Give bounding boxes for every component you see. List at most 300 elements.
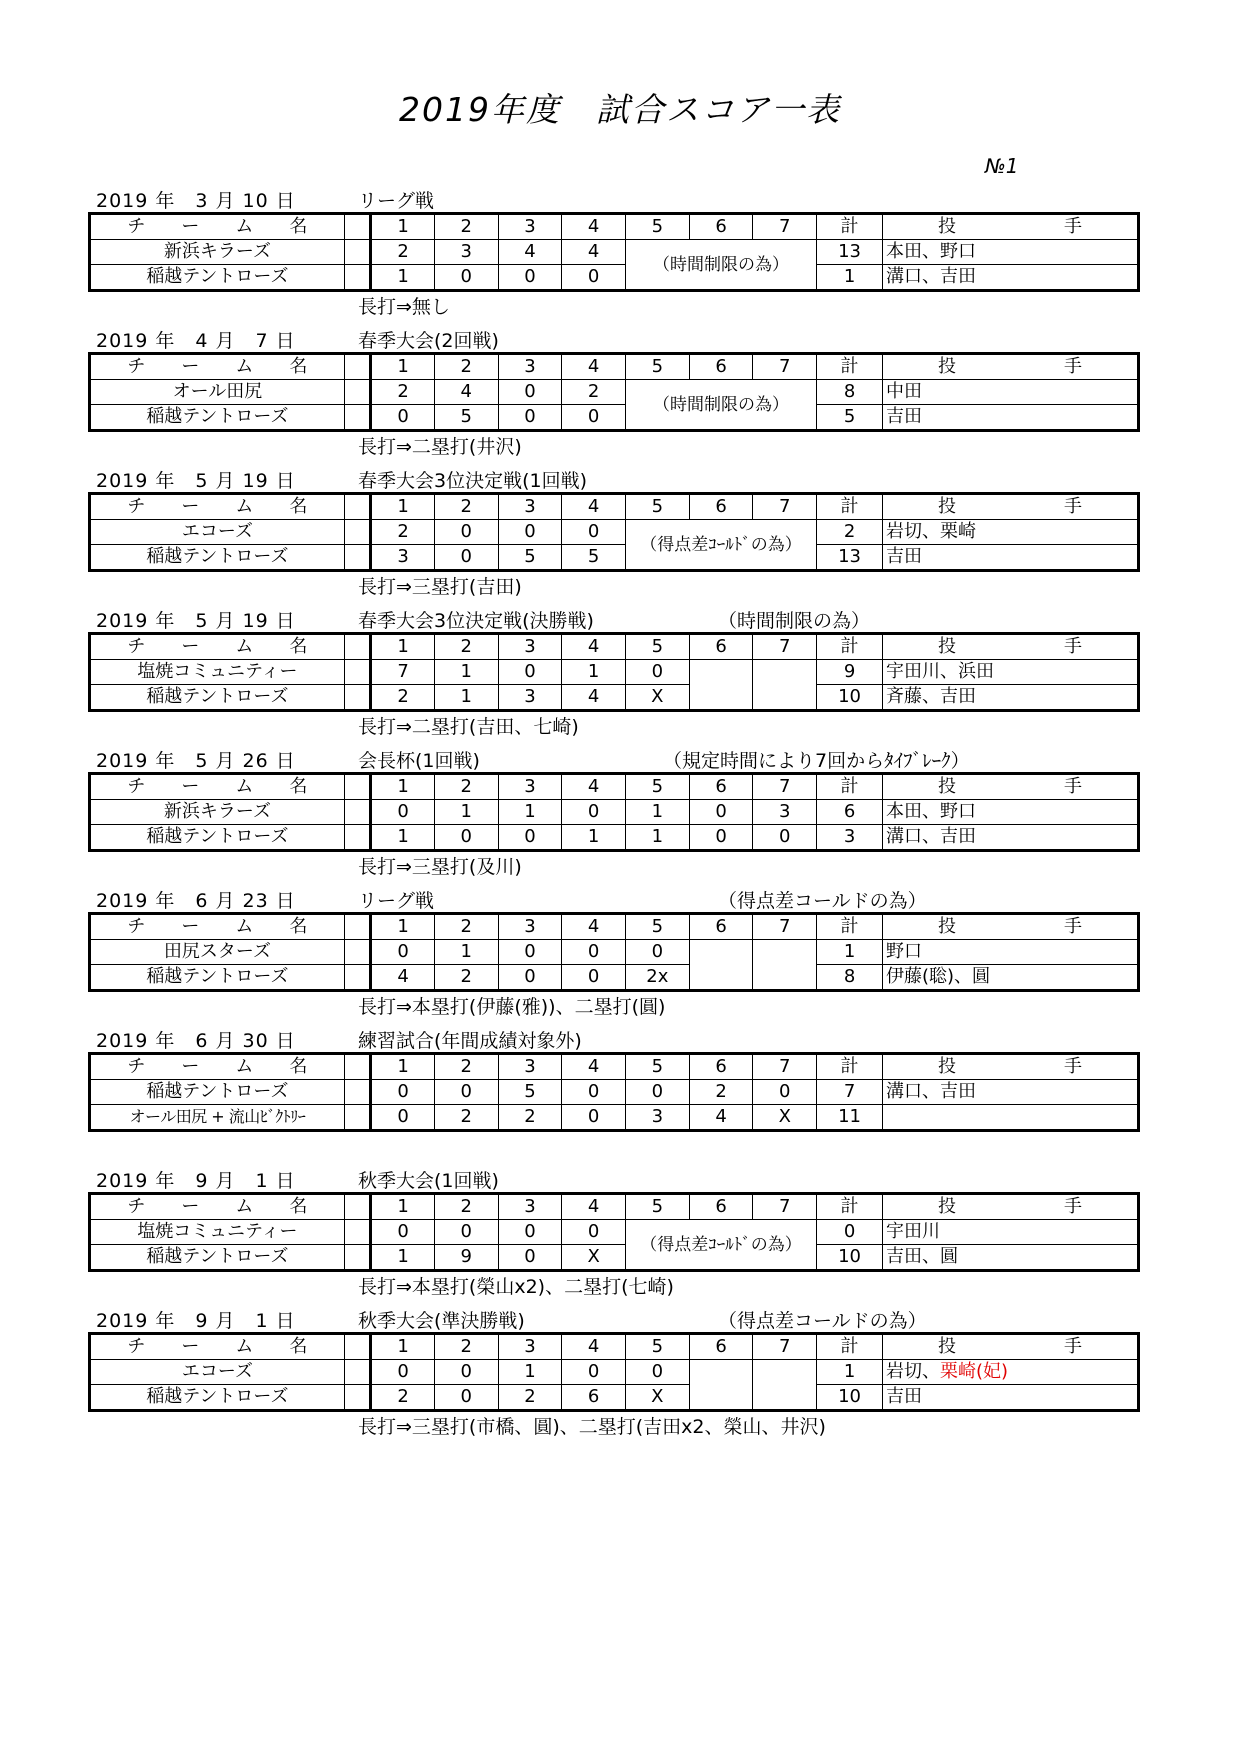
pitcher-highlight: 栗崎(妃)	[940, 1361, 1009, 1382]
game-date: 2019 年 6 月 30 日	[96, 1030, 296, 1052]
inning-score: 0	[626, 1080, 690, 1105]
inning-header: 7	[753, 214, 817, 240]
pitcher-header: 投 手	[883, 214, 1139, 240]
table-header-row	[90, 214, 1139, 240]
game-note: （得点差コールドの為）	[718, 890, 927, 912]
game-header	[88, 1306, 1140, 1332]
inning-score: 4	[562, 240, 626, 265]
table-row	[90, 545, 1139, 571]
total-header: 計	[817, 354, 883, 380]
innings-note: （得点差ｺｰﾙﾄﾞの為）	[626, 520, 817, 571]
extra-base-hits-text: 長打⇒二塁打(吉田、七崎)	[358, 716, 579, 738]
inning-score: 0	[626, 1360, 690, 1385]
table-row	[90, 940, 1139, 965]
inning-header: 7	[753, 494, 817, 520]
inning-score: 0	[562, 405, 626, 431]
inning-score: 0	[562, 1220, 626, 1245]
inning-header: 4	[562, 634, 626, 660]
inning-header: 3	[498, 634, 562, 660]
game-block	[88, 1166, 1140, 1298]
inning-header: 4	[562, 354, 626, 380]
inning-header: 1	[371, 494, 435, 520]
spacer-cell	[344, 380, 370, 405]
inning-score: 0	[562, 265, 626, 291]
inning-header: 5	[626, 1194, 690, 1220]
spacer-cell	[344, 405, 370, 431]
total-score: 10	[817, 1385, 883, 1411]
inning-header: 3	[498, 214, 562, 240]
inning-header: 6	[689, 1334, 753, 1360]
inning-header: 1	[371, 214, 435, 240]
pitcher-names: 溝口、吉田	[886, 1081, 976, 1102]
pitchers	[883, 1245, 1139, 1271]
inning-score	[689, 660, 753, 711]
inning-header: 6	[689, 1194, 753, 1220]
pitcher-header: 投 手	[883, 354, 1139, 380]
team-name: 稲越テントローズ	[90, 1385, 345, 1411]
game-header	[88, 746, 1140, 772]
game-block	[88, 1306, 1140, 1438]
game-name: 練習試合(年間成績対象外)	[358, 1030, 582, 1052]
game-name: 春季大会3位決定戦(1回戦)	[358, 470, 588, 492]
game-date: 2019 年 5 月 19 日	[96, 610, 296, 632]
spacer-cell	[344, 965, 370, 991]
inning-score: 0	[498, 940, 562, 965]
game-block	[88, 466, 1140, 598]
spacer-cell	[344, 800, 370, 825]
inning-header: 4	[562, 1054, 626, 1080]
inning-header: 3	[498, 1194, 562, 1220]
inning-score	[753, 660, 817, 711]
score-table	[88, 772, 1140, 852]
game-header	[88, 1166, 1140, 1192]
inning-score: 0	[562, 1080, 626, 1105]
game-name: 秋季大会(準決勝戦)	[358, 1310, 525, 1332]
spacer-cell	[344, 1105, 370, 1131]
inning-score: 0	[434, 825, 498, 851]
inning-header: 6	[689, 914, 753, 940]
game-header	[88, 1026, 1140, 1052]
inning-score: 0	[371, 1105, 435, 1131]
spacer-cell	[344, 265, 370, 291]
team-header: チ ー ム 名	[90, 1194, 345, 1220]
inning-score: 0	[371, 940, 435, 965]
inning-header: 1	[371, 354, 435, 380]
inning-score: 0	[562, 940, 626, 965]
inning-score: 0	[498, 405, 562, 431]
inning-score	[689, 1360, 753, 1411]
total-score: 1	[817, 1360, 883, 1385]
total-header: 計	[817, 634, 883, 660]
inning-header: 1	[371, 634, 435, 660]
inning-score: 5	[562, 545, 626, 571]
pitchers	[883, 1080, 1139, 1105]
pitcher-names: 溝口、吉田	[886, 266, 976, 287]
inning-header: 7	[753, 1194, 817, 1220]
spacer-cell	[344, 214, 370, 240]
pitcher-header: 投 手	[883, 1054, 1139, 1080]
pitcher-header: 投 手	[883, 914, 1139, 940]
inning-score: 0	[626, 940, 690, 965]
inning-score: 0	[498, 1220, 562, 1245]
pitcher-names: 中田	[886, 381, 922, 402]
score-table	[88, 352, 1140, 432]
team-name: 稲越テントローズ	[90, 545, 345, 571]
game-note: （規定時間により7回からﾀｲﾌﾞﾚｰｸ）	[663, 750, 970, 772]
spacer-cell	[344, 1334, 370, 1360]
team-name: 塩焼コミュニティー	[90, 660, 345, 685]
total-header: 計	[817, 494, 883, 520]
total-score: 9	[817, 660, 883, 685]
spacer-cell	[344, 1245, 370, 1271]
inning-score: 0	[434, 1220, 498, 1245]
team-name: 塩焼コミュニティー	[90, 1220, 345, 1245]
game-header	[88, 326, 1140, 352]
spacer-cell	[344, 1080, 370, 1105]
pitchers	[883, 660, 1139, 685]
pitchers	[883, 685, 1139, 711]
team-name: 稲越テントローズ	[90, 265, 345, 291]
pitcher-names: 伊藤(聡)、圓	[886, 966, 991, 987]
extra-base-hits-text: 長打⇒本塁打(伊藤(雅))、二塁打(圓)	[358, 996, 666, 1018]
total-score: 13	[817, 545, 883, 571]
inning-header: 5	[626, 354, 690, 380]
inning-score: 3	[498, 685, 562, 711]
inning-header: 1	[371, 774, 435, 800]
inning-score	[753, 940, 817, 991]
team-name: 稲越テントローズ	[90, 1245, 345, 1271]
team-header: チ ー ム 名	[90, 1334, 345, 1360]
score-table	[88, 1192, 1140, 1272]
team-header: チ ー ム 名	[90, 214, 345, 240]
table-row	[90, 800, 1139, 825]
inning-score: 1	[434, 940, 498, 965]
spacer-cell	[344, 1220, 370, 1245]
game-name: 会長杯(1回戦)	[358, 750, 480, 772]
inning-header: 2	[434, 774, 498, 800]
pitcher-names: 岩切、栗崎	[886, 521, 976, 542]
inning-score: 2	[371, 380, 435, 405]
score-table	[88, 212, 1140, 292]
inning-score: 4	[498, 240, 562, 265]
game-date: 2019 年 3 月 10 日	[96, 190, 296, 212]
pitcher-names: 岩切、	[886, 1361, 940, 1382]
pitchers	[883, 240, 1139, 265]
inning-score: 5	[498, 1080, 562, 1105]
team-name: エコーズ	[90, 1360, 345, 1385]
extra-base-hits-text: 長打⇒三塁打(吉田)	[358, 576, 522, 598]
game-note: （得点差コールドの為）	[718, 1310, 927, 1332]
inning-header: 5	[626, 1334, 690, 1360]
table-header-row	[90, 774, 1139, 800]
team-name: 新浜キラーズ	[90, 800, 345, 825]
total-header: 計	[817, 914, 883, 940]
game-header	[88, 606, 1140, 632]
inning-header: 6	[689, 634, 753, 660]
inning-score: 2	[371, 685, 435, 711]
inning-score: 0	[753, 825, 817, 851]
inning-score: 1	[371, 265, 435, 291]
pitchers	[883, 380, 1139, 405]
inning-score: 0	[498, 660, 562, 685]
inning-header: 3	[498, 354, 562, 380]
game-block	[88, 606, 1140, 738]
game-header	[88, 186, 1140, 212]
inning-score: 1	[434, 800, 498, 825]
inning-score: 2	[371, 1385, 435, 1411]
extra-base-hits	[88, 292, 1140, 318]
team-header: チ ー ム 名	[90, 1054, 345, 1080]
inning-score: 0	[371, 800, 435, 825]
page-title: 2019年度 試合スコア一表	[399, 90, 841, 129]
total-score: 8	[817, 380, 883, 405]
inning-score: X	[626, 685, 690, 711]
team-name: 稲越テントローズ	[90, 825, 345, 851]
inning-score: 2	[498, 1385, 562, 1411]
pitchers	[883, 520, 1139, 545]
extra-base-hits	[88, 1412, 1140, 1438]
team-name: 稲越テントローズ	[90, 965, 345, 991]
score-table	[88, 912, 1140, 992]
table-row	[90, 240, 1139, 265]
inning-header: 3	[498, 494, 562, 520]
total-header: 計	[817, 774, 883, 800]
inning-header: 4	[562, 1194, 626, 1220]
table-header-row	[90, 634, 1139, 660]
inning-header: 3	[498, 1054, 562, 1080]
table-header-row	[90, 1054, 1139, 1080]
inning-score: 1	[626, 800, 690, 825]
inning-header: 4	[562, 914, 626, 940]
team-name: 稲越テントローズ	[90, 685, 345, 711]
inning-header: 1	[371, 914, 435, 940]
team-header: チ ー ム 名	[90, 914, 345, 940]
inning-score	[689, 940, 753, 991]
table-row	[90, 1105, 1139, 1131]
inning-header: 7	[753, 354, 817, 380]
inning-score: 0	[371, 1220, 435, 1245]
spacer-cell	[344, 774, 370, 800]
inning-header: 5	[626, 914, 690, 940]
total-score: 11	[817, 1105, 883, 1131]
inning-header: 4	[562, 1334, 626, 1360]
spacer-cell	[344, 825, 370, 851]
pitcher-names: 本田、野口	[886, 241, 976, 262]
inning-score: 0	[434, 1080, 498, 1105]
inning-header: 6	[689, 494, 753, 520]
pitcher-names: 宇田川、浜田	[886, 661, 994, 682]
inning-score: 2	[498, 1105, 562, 1131]
inning-score: 0	[498, 1245, 562, 1271]
inning-score: 6	[562, 1385, 626, 1411]
inning-score: 2	[371, 240, 435, 265]
inning-score: 2	[371, 520, 435, 545]
pitchers	[883, 940, 1139, 965]
game-date: 2019 年 5 月 26 日	[96, 750, 296, 772]
team-name: オール田尻 + 流山ﾋﾞｸﾄﾘｰ	[90, 1105, 345, 1131]
inning-header: 6	[689, 1054, 753, 1080]
extra-base-hits-text: 長打⇒無し	[358, 296, 450, 318]
inning-header: 7	[753, 634, 817, 660]
table-row	[90, 1080, 1139, 1105]
inning-score: X	[753, 1105, 817, 1131]
pitcher-names: 吉田	[886, 406, 922, 427]
spacer-cell	[344, 685, 370, 711]
inning-score: 9	[434, 1245, 498, 1271]
spacer-cell	[344, 940, 370, 965]
inning-header: 2	[434, 1334, 498, 1360]
inning-header: 6	[689, 774, 753, 800]
inning-score: 0	[753, 1080, 817, 1105]
table-header-row	[90, 1194, 1139, 1220]
game-block	[88, 186, 1140, 318]
inning-score: 1	[434, 660, 498, 685]
inning-score: 0	[498, 265, 562, 291]
total-score: 10	[817, 685, 883, 711]
table-row	[90, 1220, 1139, 1245]
pitcher-header: 投 手	[883, 634, 1139, 660]
pitchers	[883, 800, 1139, 825]
pitcher-header: 投 手	[883, 494, 1139, 520]
score-table	[88, 632, 1140, 712]
pitcher-names: 溝口、吉田	[886, 826, 976, 847]
team-header: チ ー ム 名	[90, 354, 345, 380]
extra-base-hits	[88, 712, 1140, 738]
extra-base-hits	[88, 1272, 1140, 1298]
inning-score: 3	[626, 1105, 690, 1131]
inning-score: 0	[562, 1105, 626, 1131]
pitcher-names: 吉田	[886, 546, 922, 567]
pitcher-names: 本田、野口	[886, 801, 976, 822]
game-date: 2019 年 6 月 23 日	[96, 890, 296, 912]
inning-header: 4	[562, 214, 626, 240]
inning-score: 3	[434, 240, 498, 265]
inning-score: 4	[562, 685, 626, 711]
inning-score: 4	[371, 965, 435, 991]
inning-header: 4	[562, 774, 626, 800]
team-name: 稲越テントローズ	[90, 405, 345, 431]
inning-header: 7	[753, 774, 817, 800]
inning-score: 0	[562, 520, 626, 545]
spacer-cell	[344, 1054, 370, 1080]
total-score: 0	[817, 1220, 883, 1245]
table-row	[90, 1360, 1139, 1385]
total-score: 13	[817, 240, 883, 265]
game-header	[88, 886, 1140, 912]
extra-base-hits-text: 長打⇒三塁打(市橋、圓)、二塁打(吉田x2、榮山、井沢)	[358, 1416, 826, 1438]
inning-header: 5	[626, 214, 690, 240]
inning-score: X	[562, 1245, 626, 1271]
inning-score: 2	[434, 1105, 498, 1131]
inning-score: 2	[562, 380, 626, 405]
pitchers	[883, 825, 1139, 851]
inning-score: 5	[498, 545, 562, 571]
pitchers	[883, 1385, 1139, 1411]
game-name: リーグ戦	[358, 190, 435, 212]
team-name: 新浜キラーズ	[90, 240, 345, 265]
inning-score: 0	[434, 1385, 498, 1411]
team-header: チ ー ム 名	[90, 774, 345, 800]
inning-header: 5	[626, 774, 690, 800]
total-score: 2	[817, 520, 883, 545]
extra-base-hits	[88, 992, 1140, 1018]
inning-score: X	[626, 1385, 690, 1411]
total-score: 10	[817, 1245, 883, 1271]
inning-score: 2	[434, 965, 498, 991]
game-name: 春季大会(2回戦)	[358, 330, 499, 352]
pitcher-names: 野口	[886, 941, 922, 962]
score-table	[88, 1332, 1140, 1412]
pitcher-names: 宇田川	[886, 1221, 940, 1242]
total-score: 1	[817, 940, 883, 965]
extra-base-hits	[88, 852, 1140, 878]
table-row	[90, 1385, 1139, 1411]
pitcher-header: 投 手	[883, 1194, 1139, 1220]
table-row	[90, 825, 1139, 851]
inning-score: 0	[498, 825, 562, 851]
inning-score: 0	[371, 405, 435, 431]
inning-score: 0	[562, 800, 626, 825]
spacer-cell	[344, 660, 370, 685]
table-row	[90, 265, 1139, 291]
game-header	[88, 466, 1140, 492]
inning-score: 1	[498, 800, 562, 825]
inning-header: 3	[498, 774, 562, 800]
score-table	[88, 492, 1140, 572]
spacer-cell	[344, 1194, 370, 1220]
game-name: 秋季大会(1回戦)	[358, 1170, 499, 1192]
inning-header: 2	[434, 1194, 498, 1220]
inning-score: 7	[371, 660, 435, 685]
inning-score: 0	[498, 380, 562, 405]
total-score: 1	[817, 265, 883, 291]
inning-score: 2	[689, 1080, 753, 1105]
table-header-row	[90, 1334, 1139, 1360]
inning-score: 0	[689, 825, 753, 851]
inning-score: 4	[434, 380, 498, 405]
spacer-cell	[344, 545, 370, 571]
inning-score: 1	[562, 660, 626, 685]
inning-header: 7	[753, 914, 817, 940]
inning-header: 7	[753, 1334, 817, 1360]
team-name: エコーズ	[90, 520, 345, 545]
inning-header: 1	[371, 1334, 435, 1360]
table-row	[90, 1245, 1139, 1271]
inning-score: 1	[371, 1245, 435, 1271]
table-header-row	[90, 354, 1139, 380]
innings-note: （時間制限の為）	[626, 380, 817, 431]
spacer-cell	[344, 634, 370, 660]
pitcher-header: 投 手	[883, 774, 1139, 800]
inning-header: 5	[626, 634, 690, 660]
total-score: 8	[817, 965, 883, 991]
pitchers	[883, 545, 1139, 571]
table-header-row	[90, 914, 1139, 940]
game-date: 2019 年 4 月 7 日	[96, 330, 296, 352]
game-note: （時間制限の為）	[718, 610, 871, 632]
total-header: 計	[817, 1194, 883, 1220]
pitchers	[883, 405, 1139, 431]
total-score: 3	[817, 825, 883, 851]
score-table	[88, 1052, 1140, 1132]
inning-header: 7	[753, 1054, 817, 1080]
innings-note: （時間制限の為）	[626, 240, 817, 291]
team-header: チ ー ム 名	[90, 634, 345, 660]
pitchers	[883, 1220, 1139, 1245]
inning-header: 5	[626, 494, 690, 520]
inning-header: 1	[371, 1194, 435, 1220]
inning-score: 0	[434, 1360, 498, 1385]
